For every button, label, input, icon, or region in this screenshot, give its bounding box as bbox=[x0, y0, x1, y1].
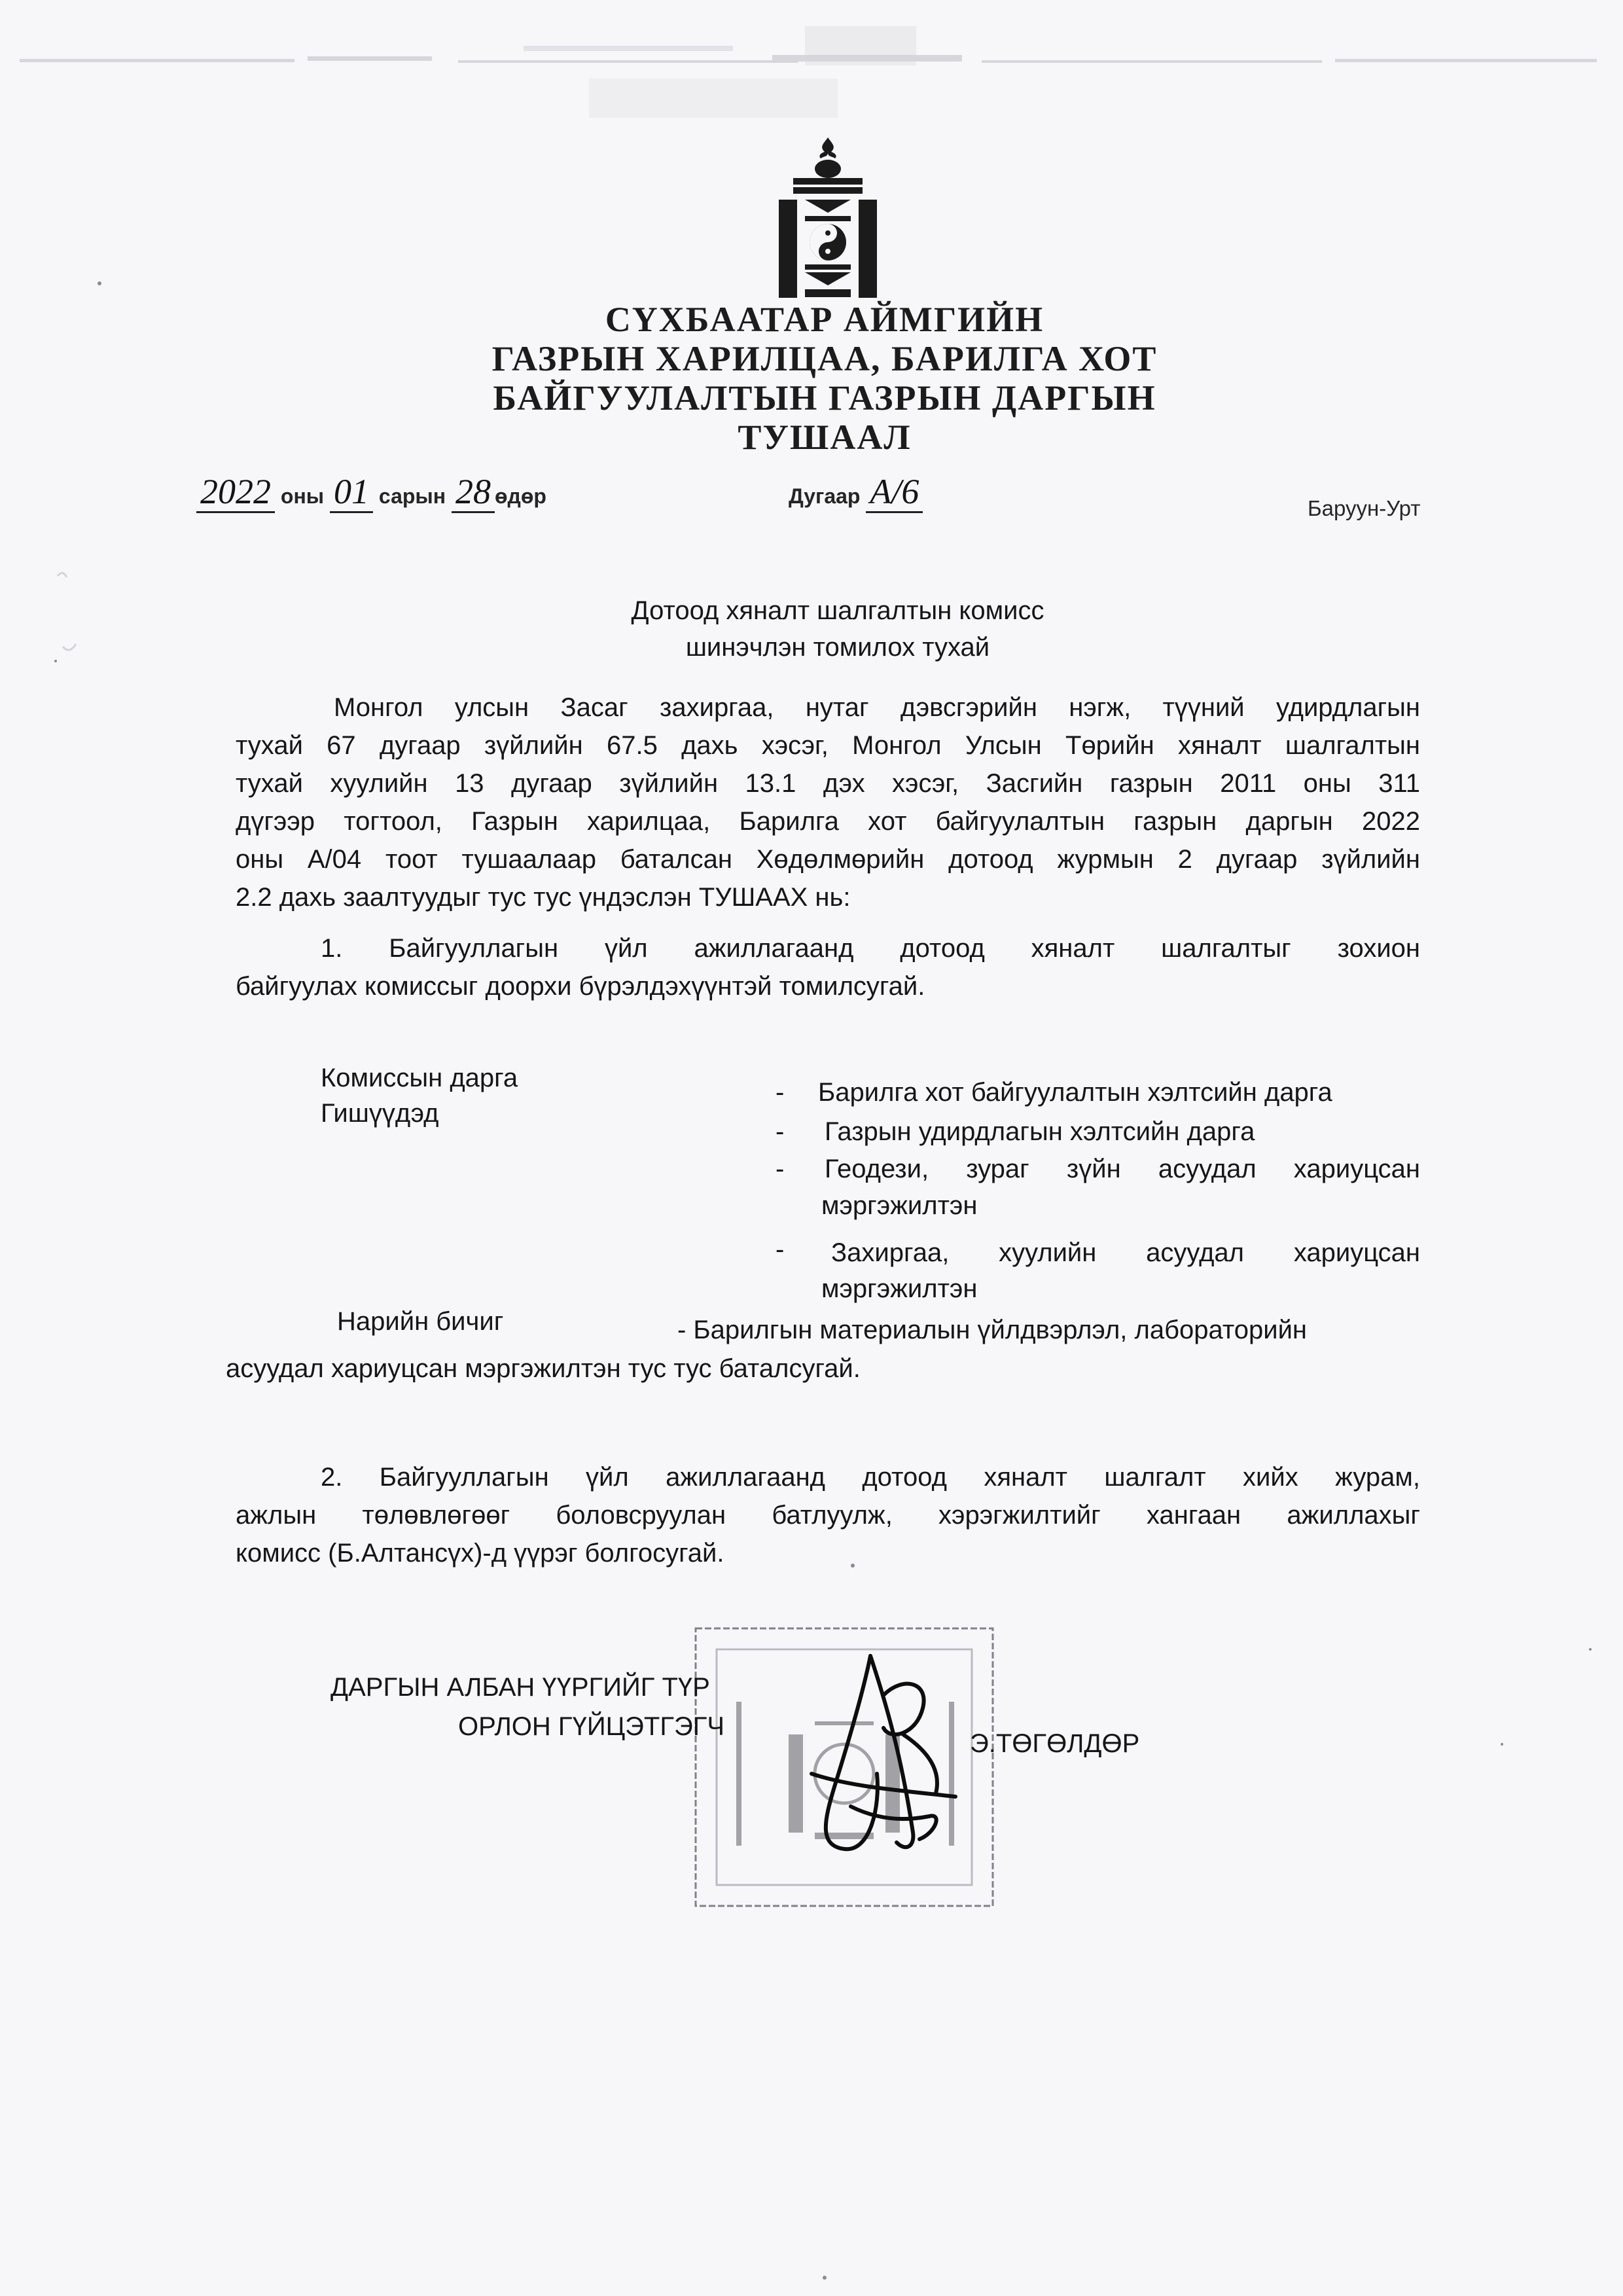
item-1-paragraph bbox=[236, 929, 1420, 1005]
commission-chair-label: Комиссын дарга bbox=[321, 1064, 518, 1092]
secretary-label: Нарийн бичиг bbox=[337, 1307, 504, 1336]
signatory-title-line-1: ДАРГЫН АЛБАН ҮҮРГИЙГ ТҮР bbox=[330, 1673, 710, 1702]
member-dash: - bbox=[776, 1117, 785, 1146]
org-title-line-1: СҮХБААТАР АЙМГИЙН bbox=[605, 300, 1044, 339]
org-title-line-2: ГАЗРЫН ХАРИЛЦАА, БАРИЛГА ХОТ bbox=[491, 339, 1158, 378]
item-1-line: байгуулах комиссыг доорхи бүрэлдэхүүнтэй томилсугай. bbox=[236, 972, 925, 1001]
signatory-name: Э.ТӨГӨЛДӨР bbox=[970, 1729, 1140, 1758]
chair-dash: - bbox=[776, 1078, 785, 1107]
commission-member-3: Захиргаа, хуулийн асуудал хариуцсан bbox=[831, 1238, 1420, 1267]
date-month: 01 bbox=[330, 472, 373, 513]
subject-line-2: шинэчлэн томилох тухай bbox=[685, 633, 990, 662]
preamble-line: Монгол улсын Засаг захиргаа, нутаг дэвсгэрийн нэгж, түүний удирдлагын bbox=[334, 693, 1420, 722]
preamble-paragraph bbox=[236, 689, 1420, 916]
org-title-line-3: БАЙГУУЛАЛТЫН ГАЗРЫН ДАРГЫН bbox=[493, 378, 1156, 418]
commission-member-3-cont: мэргэжилтэн bbox=[821, 1274, 978, 1303]
preamble-line: тухай хуулийн 13 дугаар зүйлийн 13.1 дэх хэсэг, Засгийн газрын 2011 оны 311 bbox=[236, 769, 1420, 798]
member-dash: - bbox=[776, 1235, 785, 1264]
member-dash: - bbox=[776, 1155, 785, 1183]
item-2-line: ажлын төлөвлөгөөг боловсруулан батлуулж, хэрэгжилтийг хангаан ажиллахыг bbox=[236, 1501, 1420, 1530]
date-year: 2022 bbox=[196, 472, 275, 513]
handwritten-signature bbox=[772, 1636, 988, 1872]
commission-member-1: Газрын удирдлагын хэлтсийн дарга bbox=[825, 1117, 1255, 1146]
organization-title bbox=[419, 300, 1230, 457]
order-word: ТУШААЛ bbox=[738, 418, 912, 457]
date-field bbox=[196, 471, 546, 512]
order-subject bbox=[458, 592, 1217, 666]
date-year-word: оны bbox=[280, 484, 325, 508]
order-number-label: Дугаар bbox=[789, 484, 861, 508]
item-2-line: комисс (Б.Алтансүх)-д үүрэг болгосугай. bbox=[236, 1539, 724, 1568]
commission-member-2: Геодези, зураг зүйн асуудал хариуцсан bbox=[825, 1155, 1420, 1183]
preamble-line: дүгээр тогтоол, Газрын харилцаа, Барилга хот байгуулалтын газрын даргын 2022 bbox=[236, 807, 1420, 836]
date-day: 28 bbox=[452, 472, 495, 513]
signatory-title-line-2: ОРЛОН ГҮЙЦЭТГЭГЧ bbox=[458, 1712, 725, 1741]
item-1-line: 1. Байгууллагын үйл ажиллагаанд дотоод хяналт шалгалтыг зохион bbox=[321, 934, 1420, 963]
commission-chair: Барилга хот байгуулалтын хэлтсийн дарга bbox=[818, 1078, 1332, 1107]
commission-member-2-cont: мэргэжилтэн bbox=[821, 1191, 978, 1220]
secretary-duty: - Барилгын материалын үйлдвэрлэл, лабораторийн bbox=[677, 1316, 1308, 1344]
date-day-word: өдөр bbox=[494, 484, 546, 508]
order-number: А/6 bbox=[866, 472, 923, 513]
preamble-line: 2.2 дахь заалтуудыг тус тус үндэслэн ТУШААХ нь: bbox=[236, 883, 851, 912]
item-2-line: 2. Байгууллагын үйл ажиллагаанд дотоод хяналт шалгалт хийх журам, bbox=[321, 1463, 1420, 1492]
commission-members-label: Гишүүдэд bbox=[321, 1099, 439, 1128]
date-month-word: сарын bbox=[378, 484, 446, 508]
subject-line-1: Дотоод хяналт шалгалтын комисс bbox=[631, 596, 1044, 625]
preamble-line: оны А/04 тоот тушаалаар баталсан Хөдөлмөрийн дотоод журмын 2 дугаар зүйлийн bbox=[236, 845, 1420, 874]
order-number-field bbox=[789, 471, 923, 512]
secretary-duty-cont: асуудал хариуцсан мэргэжилтэн тус тус баталсугай. bbox=[226, 1354, 861, 1383]
soyombo-emblem-icon bbox=[779, 137, 877, 301]
preamble-line: тухай 67 дугаар зүйлийн 67.5 дахь хэсэг, Монгол Улсын Төрийн хяналт шалгалтын bbox=[236, 731, 1420, 760]
item-2-paragraph bbox=[236, 1458, 1420, 1572]
place-name: Баруун-Урт bbox=[1308, 496, 1421, 520]
